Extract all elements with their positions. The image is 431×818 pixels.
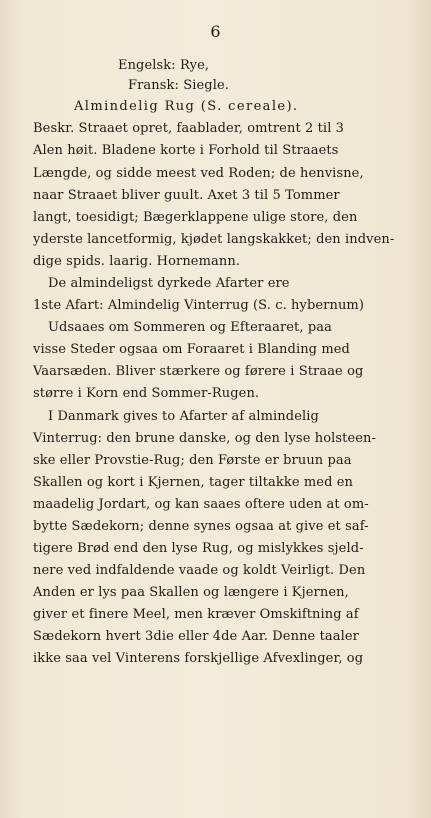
text-line: bytte Sædekorn; denne synes ogsaa at give et saf- (33, 519, 369, 534)
text-line: 1ste Afart: Almindelig Vinterrug (S. c. hybernum) (33, 298, 365, 313)
text-line: Anden er lys paa Skallen og længere i Kjernen, (33, 585, 349, 600)
text-line: større i Korn end Sommer-Rugen. (33, 386, 260, 401)
text-line: dige spids. laarig. Hornemann. (33, 254, 241, 269)
text-line: giver et finere Meel, men kræver Omskiftning af (33, 607, 359, 622)
text-line: Vaarsæden. Bliver stærkere og førere i Straae og (33, 364, 364, 379)
text-line: visse Steder ogsaa om Foraaret i Blanding med (33, 342, 350, 357)
text-line: Længde, og sidde meest ved Roden; de henvisne, (33, 166, 364, 181)
text-line: ske eller Provstie-Rug; den Første er bruun paa (33, 453, 352, 468)
text-line: Skallen og kort i Kjernen, tager tiltakke med en (33, 475, 354, 490)
text-line: Sædekorn hvert 3die eller 4de Aar. Denne taaler (33, 629, 359, 644)
text-line: Vinterrug: den brune danske, og den lyse holsteen- (33, 431, 377, 446)
text-line: yderste lancetformig, kjødet langskakket; den indven- (33, 232, 395, 247)
text-line: naar Straaet bliver guult. Axet 3 til 5 Tommer (33, 188, 340, 203)
page-number: 6 (210, 22, 221, 41)
text-line: tigere Brød end den lyse Rug, og mislykkes sjeld- (33, 541, 364, 556)
text-line: Alen høit. Bladene korte i Forhold til Straaets (33, 143, 339, 158)
text-line: Beskr. Straaet opret, faablader, omtrent 2 til 3 (33, 121, 345, 136)
text-line: Fransk: Siegle. (128, 78, 229, 93)
text-line: nere ved indfaldende vaade og koldt Veirligt. Den (33, 563, 366, 578)
text-line: Udsaaes om Sommeren og Efteraaret, paa (48, 320, 332, 335)
text-line: maadelig Jordart, og kan saaes oftere uden at om- (33, 497, 369, 512)
text-line: De almindeligst dyrkede Afarter ere (48, 276, 290, 291)
text-line: langt, toesidigt; Bægerklappene ulige store, den (33, 210, 358, 225)
text-line: Engelsk: Rye, (118, 58, 210, 73)
text-line: I Danmark gives to Afarter af almindelig (48, 409, 319, 424)
text-line: ikke saa vel Vinterens forskjellige Afvexlinger, og (33, 651, 364, 666)
text-line: Almindelig Rug (S. cereale). (74, 99, 299, 114)
